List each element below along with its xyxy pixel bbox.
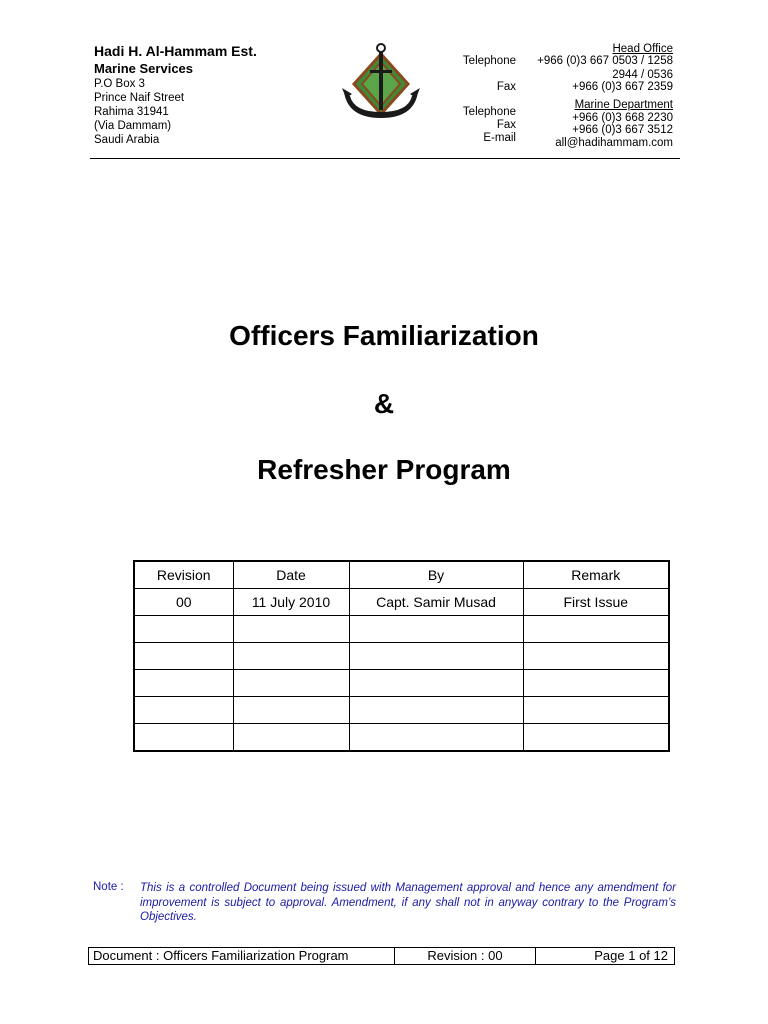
marine-email-label: E-mail [483,132,516,144]
head-office-heading: Head Office [612,43,673,55]
cell-remark [523,643,669,670]
cell-remark [523,697,669,724]
marine-fax: +966 (0)3 667 3512 [572,124,673,136]
footer-revision: Revision : 00 [395,948,536,964]
cell-revision: 00 [134,589,233,616]
address-line: Rahima 31941 [94,106,169,118]
table-row [134,643,669,670]
note-text: This is a controlled Document being issued with Management approval and hence any amendment for improvement is subject to approval. Amendment, if any shall not in anyway contrary to the Program’s Objectives. [140,882,676,923]
cell-by [349,616,523,643]
cell-by [349,724,523,752]
table-row [134,670,669,697]
table-row [134,697,669,724]
cell-remark: First Issue [523,589,669,616]
head-office-telephone-cont: 2944 / 0536 [612,69,673,81]
company-name: Hadi H. Al-Hammam Est. [94,43,257,59]
cell-revision [134,697,233,724]
header-date: Date [233,561,349,589]
cell-date: 11 July 2010 [233,589,349,616]
cell-date [233,697,349,724]
note-label: Note : [93,881,124,893]
company-division: Marine Services [94,61,194,76]
cell-revision [134,616,233,643]
title-line-2: & [373,388,395,419]
header-remark: Remark [523,561,669,589]
cell-by [349,697,523,724]
head-office-fax: +966 (0)3 667 2359 [572,81,673,93]
cell-remark [523,724,669,752]
table-row [134,616,669,643]
anchor-emblem-icon [338,42,424,122]
cell-by: Capt. Samir Musad [349,589,523,616]
cell-by [349,643,523,670]
title-line-3: Refresher Program [257,454,511,485]
footer-document: Document : Officers Familiarization Program [89,948,395,964]
header-divider [90,158,680,159]
head-office-telephone-label: Telephone [462,55,516,67]
cell-by [349,670,523,697]
address-line: Prince Naif Street [94,92,185,104]
title-line-1: Officers Familiarization [229,320,539,351]
marine-email: all@hadihammam.com [555,137,673,149]
cell-date [233,724,349,752]
header-revision: Revision [134,561,233,589]
cell-revision [134,724,233,752]
address-line: Saudi Arabia [94,134,160,146]
head-office-telephone: +966 (0)3 667 0503 / 1258 [537,55,673,67]
marine-telephone-label: Telephone [462,106,516,118]
table-row [134,589,669,616]
table-header-row [134,561,669,589]
head-office-fax-label: Fax [496,81,516,93]
marine-telephone: +966 (0)3 668 2230 [572,112,673,124]
marine-fax-label: Fax [496,119,516,131]
footer-page: Page 1 of 12 [594,948,668,963]
document-footer [88,947,675,965]
table-row [134,724,669,752]
cell-date [233,643,349,670]
company-block [94,43,334,147]
cell-remark [523,616,669,643]
address-line: P.O Box 3 [94,78,145,90]
cell-remark [523,670,669,697]
header-by: By [349,561,523,589]
cell-date [233,670,349,697]
marine-department-heading: Marine Department [574,99,673,111]
cell-revision [134,643,233,670]
revision-table [133,560,670,752]
cell-revision [134,670,233,697]
address-line: (Via Dammam) [94,120,172,132]
cell-date [233,616,349,643]
